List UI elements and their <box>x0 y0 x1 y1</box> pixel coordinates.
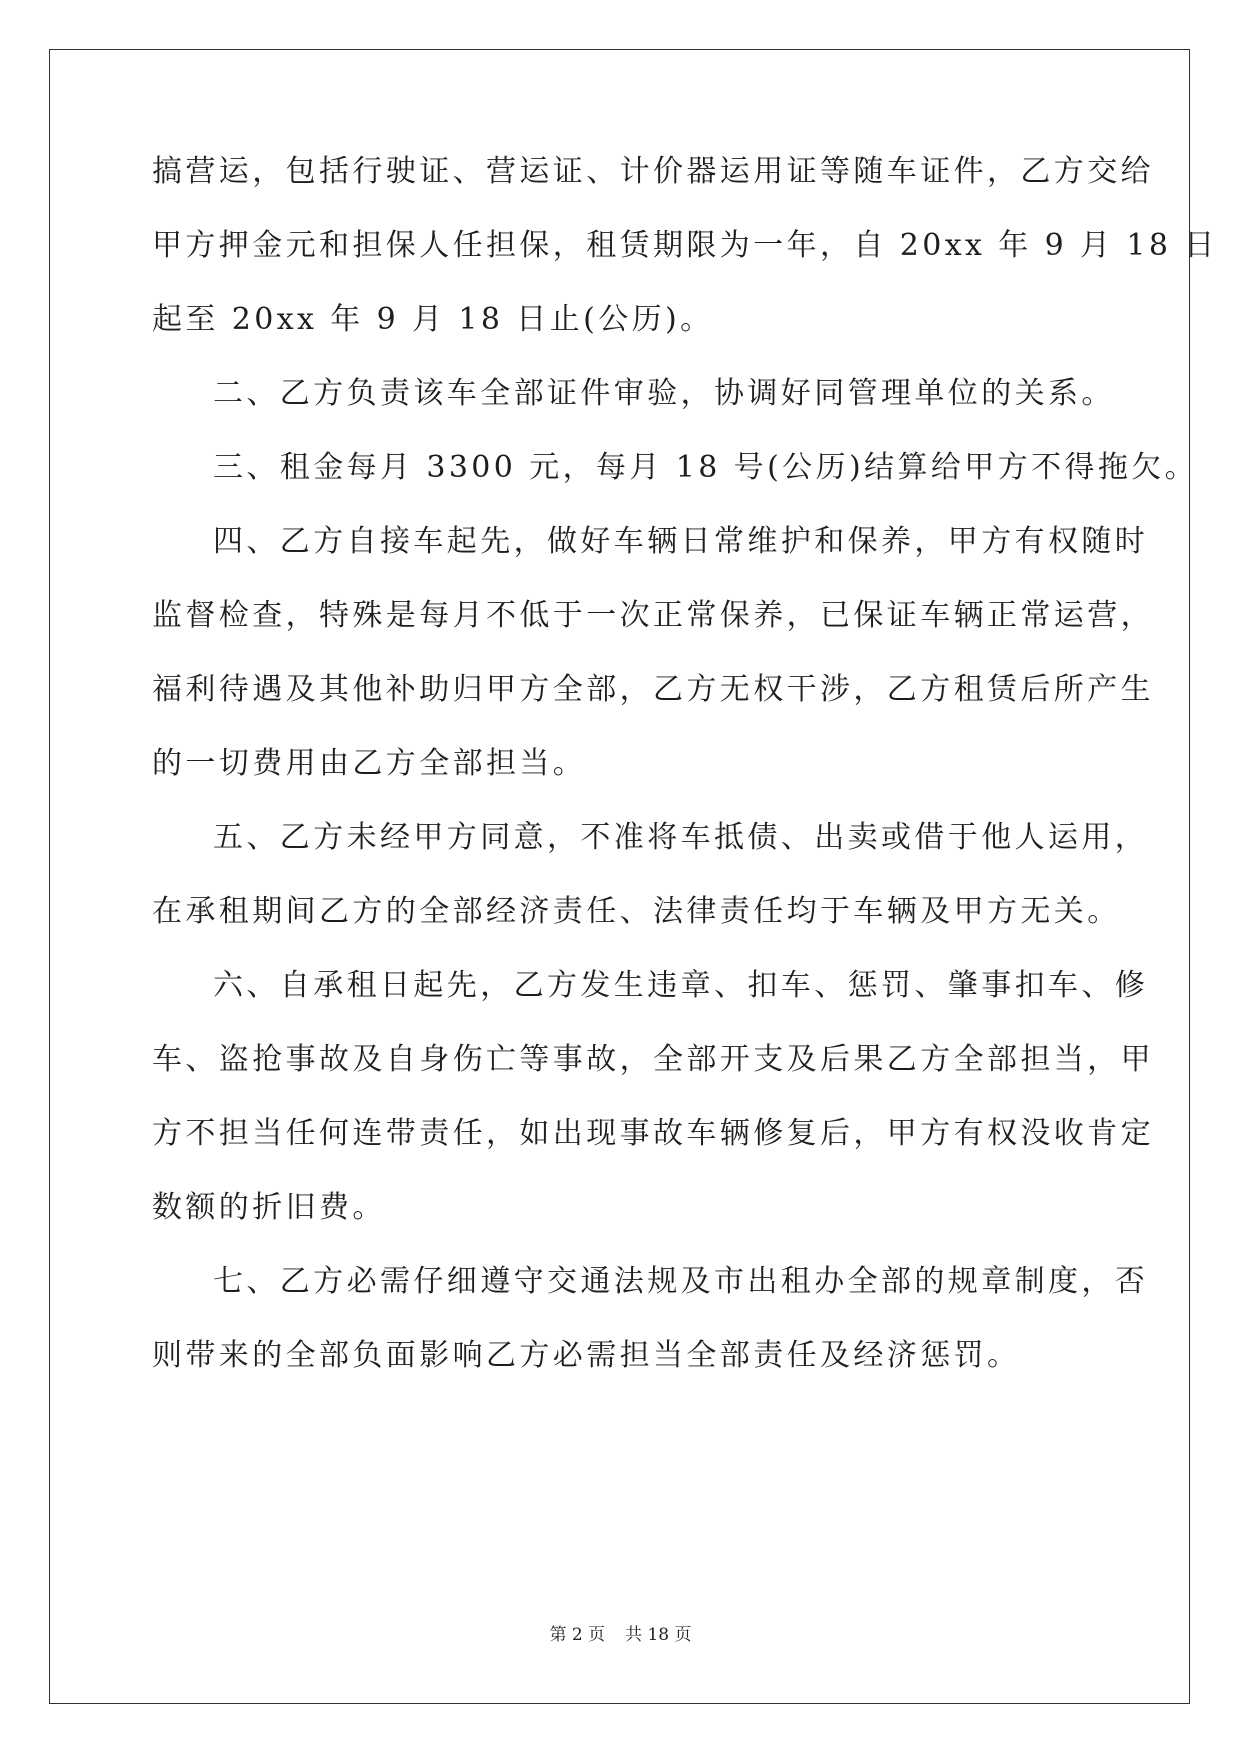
text-line: 起至 20xx 年 9 月 18 日止(公历)。 <box>152 302 714 337</box>
page-footer <box>0 1624 1241 1646</box>
paragraph-start-line: 七、乙方必需仔细遵守交通法规及市出租办全部的规章制度，否 <box>213 1264 1149 1299</box>
page-number-current: 第 2 页 <box>549 1625 606 1645</box>
paragraph-start-line: 二、乙方负责该车全部证件审验，协调好同管理单位的关系。 <box>213 376 1115 411</box>
text-line: 在承租期间乙方的全部经济责任、法律责任均于车辆及甲方无关。 <box>152 894 1121 929</box>
page-border <box>49 49 1190 1704</box>
paragraph-start-line: 六、自承租日起先，乙方发生违章、扣车、惩罚、肇事扣车、修 <box>213 968 1149 1003</box>
paragraph-start-line: 五、乙方未经甲方同意，不准将车抵债、出卖或借于他人运用， <box>213 820 1149 855</box>
text-line: 甲方押金元和担保人任担保，租赁期限为一年，自 20xx 年 9 月 18 日 <box>152 228 1218 263</box>
text-line: 的一切费用由乙方全部担当。 <box>152 746 587 781</box>
text-line: 监督检查，特殊是每月不低于一次正常保养，已保证车辆正常运营， <box>152 598 1154 633</box>
text-line: 搞营运，包括行驶证、营运证、计价器运用证等随车证件，乙方交给 <box>152 154 1154 189</box>
text-line: 福利待遇及其他补助归甲方全部，乙方无权干涉，乙方租赁后所产生 <box>152 672 1154 707</box>
paragraph-start-line: 四、乙方自接车起先，做好车辆日常维护和保养，甲方有权随时 <box>213 524 1149 559</box>
text-line: 则带来的全部负面影响乙方必需担当全部责任及经济惩罚。 <box>152 1338 1021 1373</box>
page-number-total: 共 18 页 <box>625 1625 692 1645</box>
text-line: 车、盗抢事故及自身伤亡等事故，全部开支及后果乙方全部担当，甲 <box>152 1042 1154 1077</box>
paragraph-start-line: 三、租金每月 3300 元，每月 18 号(公历)结算给甲方不得拖欠。 <box>213 450 1199 485</box>
text-line: 方不担当任何连带责任，如出现事故车辆修复后，甲方有权没收肯定 <box>152 1116 1154 1151</box>
text-line: 数额的折旧费。 <box>152 1190 386 1225</box>
